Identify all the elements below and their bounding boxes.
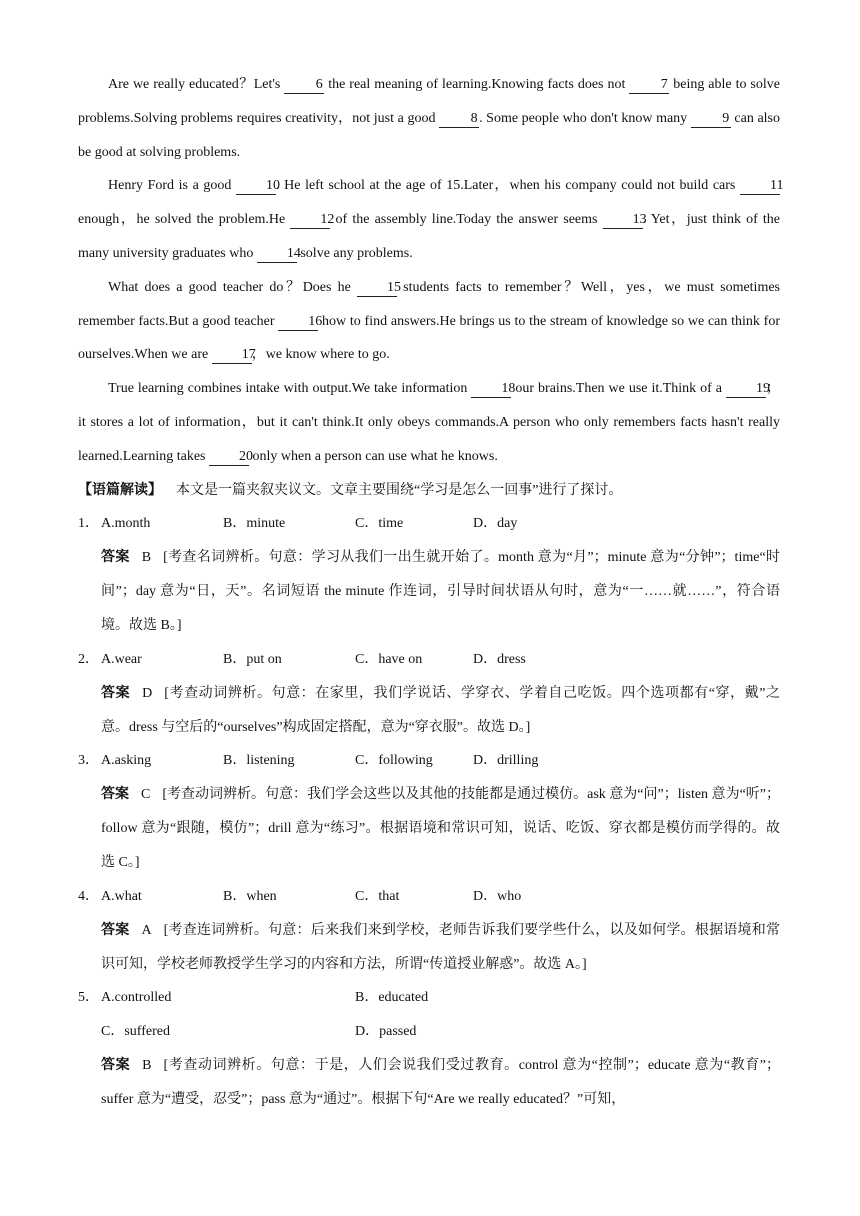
question-number: 4． (78, 888, 99, 904)
document-page (78, 68, 784, 1117)
option-choice: A.month (101, 516, 151, 532)
option-choice: C．time (355, 516, 404, 532)
options-row (78, 643, 780, 677)
answer-label: 答案 (101, 922, 130, 938)
question-item (78, 880, 780, 982)
option-choice: D．day (473, 516, 518, 532)
cloze-blank: 8 (439, 111, 479, 128)
passage-text: solve any problems. (296, 245, 413, 261)
option-choice: D．who (473, 888, 522, 904)
option-choice: B．listening (223, 753, 295, 769)
passage-paragraph (78, 169, 784, 270)
answer-label: 答案 (101, 787, 130, 803)
passage-text: Henry Ford is a good (108, 178, 237, 194)
passage-text: What does a good teacher do？Does he (108, 279, 357, 295)
passage-text: our brains.Then we use it.Think of a (511, 381, 726, 397)
cloze-blank: 9 (691, 111, 731, 128)
answer-label: 答案 (101, 1058, 131, 1074)
passage-text: . He left school at the age of 15.Later，when his company could not build cars (276, 178, 740, 194)
cloze-blank: 11 (740, 178, 780, 195)
passage-text: students facts to remember？Well，yes，we must sometimes remember facts.But a good teacher (78, 279, 781, 329)
question-number: 5． (78, 990, 99, 1006)
options-row (78, 981, 780, 1015)
passage-text: can also be good at solving problems. (78, 110, 780, 160)
reading-tag: 【语篇解读】 (78, 482, 162, 498)
question-item (78, 744, 780, 879)
cloze-blank: 13 (603, 212, 643, 229)
explanation-text: [考查动词辨析。句意：我们学会这些以及其他的技能都是通过模仿。ask 意为“问”；listen 意为“听”；follow 意为“跟随，模仿”；drill 意为“练习”。根据语境和常识可知，说话、吃饭、穿衣都是模仿而学得的。故选 C。] (101, 787, 781, 870)
option-choice: A.wear (101, 651, 142, 667)
option-choice: B．educated (355, 990, 429, 1006)
option-choice: B．put on (223, 651, 282, 667)
answer-label: 答案 (101, 550, 130, 566)
option-choice: C．that (355, 888, 400, 904)
answer-explanation (78, 914, 780, 982)
answer-key: D (142, 685, 153, 701)
cloze-blank: 20 (209, 449, 249, 466)
explanation-text: [考查连词辨析。句意：后来我们来到学校，老师告诉我们要学些什么，以及如何学。根据语境和常识可知，学校老师教授学生学习的内容和方法，所谓“传道授业解惑”。故选 A。] (101, 922, 781, 972)
question-item (78, 507, 780, 642)
passage-text: ，we know where to go. (251, 347, 390, 363)
option-choice: D．dress (473, 651, 526, 667)
answer-key: B (142, 1058, 152, 1074)
option-choice: C．have on (355, 651, 423, 667)
passage-text: enough，he solved the problem.He (78, 212, 291, 228)
cloze-blank: 16 (278, 314, 318, 331)
passage-text: of the assembly line.Today the answer seems (330, 212, 603, 228)
question-list (78, 507, 780, 1117)
cloze-blank: 10 (236, 178, 276, 195)
cloze-blank: 12 (290, 212, 330, 229)
reading-text: 本文是一篇夹叙夹议文。文章主要围绕“学习是怎么一回事”进行了探讨。 (176, 482, 623, 498)
passage-text: Are we really educated？Let's (108, 77, 285, 92)
passage-paragraph (78, 372, 780, 473)
answer-explanation (78, 677, 780, 745)
question-number: 3． (78, 753, 99, 769)
question-item (78, 643, 780, 745)
options-row (78, 507, 780, 541)
options-row (78, 1015, 780, 1049)
passage-text: . Yet，just think of the many university graduates who (78, 212, 780, 261)
passage-text: the real meaning of learning.Knowing facts does not (324, 77, 630, 92)
options-row (78, 880, 780, 914)
answer-label: 答案 (101, 685, 131, 701)
cloze-blank: 19 (726, 381, 766, 398)
answer-explanation (78, 1049, 780, 1117)
cloze-blank: 6 (284, 77, 324, 94)
passage-text: being able to solve problems.Solving problems requires creativity，not just a good (78, 77, 780, 126)
explanation-text: [考查动词辨析。句意：在家里，我们学说话、学穿衣、学着自己吃饭。四个选项都有“穿，戴”之意。dress 与空后的“ourselves”构成固定搭配，意为“穿衣服”。故选 D。] (101, 685, 781, 735)
passage-text: only when a person can use what he knows. (249, 448, 498, 464)
explanation-text: [考查动词辨析。句意：于是，人们会说我们受过教育。control 意为“控制”；educate 意为“教育”；suffer 意为“遭受，忍受”；pass 意为“通过”。根据下句“Are we really educated？”可知， (101, 1058, 781, 1108)
options-row (78, 744, 780, 778)
passage-reading-note (78, 474, 780, 508)
cloze-blank: 7 (629, 77, 669, 94)
answer-key: C (141, 787, 151, 803)
question-item (78, 981, 780, 1117)
cloze-blank: 18 (471, 381, 511, 398)
answer-explanation (78, 778, 780, 879)
cloze-blank: 15 (357, 280, 397, 297)
cloze-blank: 17 (212, 347, 252, 364)
option-choice: A.what (101, 888, 142, 904)
passage-text: . Some people who don't know many (479, 110, 691, 126)
passage-text: ；it stores a lot of information，but it can't think.It only obeys commands.A person who only remembers facts hasn't really learned.Learning takes (78, 381, 780, 464)
option-choice: C．following (355, 753, 433, 769)
option-choice: D．drilling (473, 753, 539, 769)
answer-key: A (141, 922, 152, 938)
passage-text: True learning combines intake with output.We take information (108, 381, 472, 397)
passage-paragraph (78, 68, 780, 169)
answer-key: B (141, 550, 152, 566)
option-choice: A.asking (101, 753, 152, 769)
option-choice: B．when (223, 888, 277, 904)
passage-text: how to find answers.He brings us to the stream of knowledge so we can think for ourselves.When we are (78, 313, 780, 363)
question-number: 2． (78, 651, 99, 667)
option-choice: C．suffered (101, 1024, 170, 1040)
passage-paragraph (78, 271, 780, 372)
option-choice: B．minute (223, 516, 286, 532)
cloze-blank: 14 (257, 246, 297, 263)
explanation-text: [考查名词辨析。句意：学习从我们一出生就开始了。month 意为“月”；minute 意为“分钟”；time“时间”；day 意为“日，天”。名词短语 the minute 作连词，引导时间状语从句时，意为“一……就……”，符合语境。故选 B。] (101, 550, 781, 633)
cloze-passage (78, 68, 784, 474)
option-choice: A.controlled (101, 990, 172, 1006)
question-number: 1． (78, 516, 99, 532)
option-choice: D．passed (355, 1024, 417, 1040)
answer-explanation (78, 541, 780, 642)
